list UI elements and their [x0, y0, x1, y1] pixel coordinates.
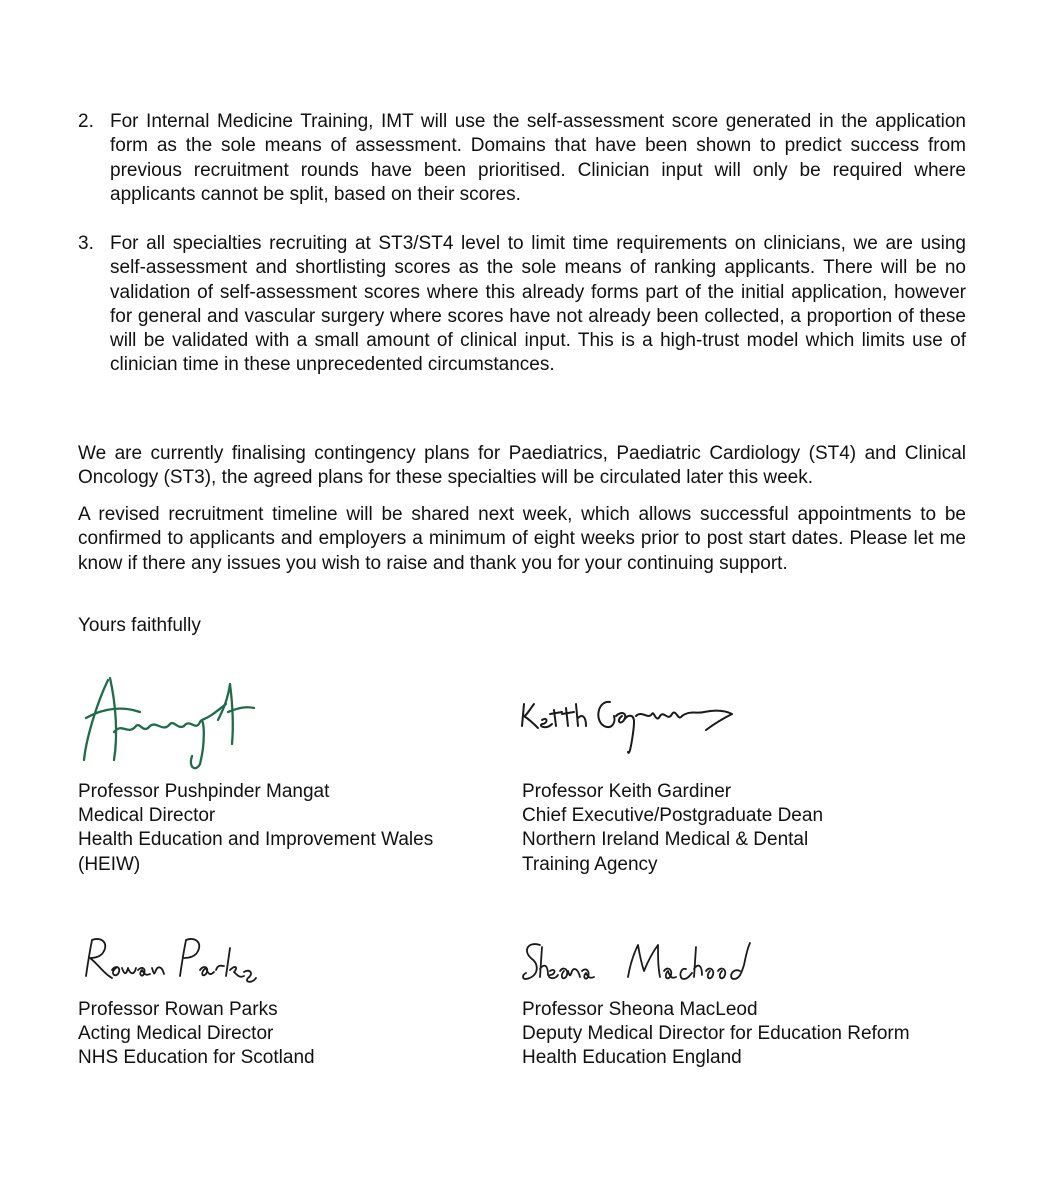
signature-mangat	[78, 660, 268, 775]
signatory-role: Deputy Medical Director for Education Reform	[522, 1023, 910, 1045]
list-number: 3.	[78, 233, 94, 254]
signatory-name: Professor Pushpinder Mangat	[78, 781, 330, 802]
closing-salutation: Yours faithfully	[78, 615, 201, 636]
signatory-role: Chief Executive/Postgraduate Dean	[522, 805, 824, 827]
list-number: 2.	[78, 111, 94, 132]
signatory-org-abbrev: (HEIW)	[78, 853, 141, 875]
list-item-2	[78, 110, 966, 207]
paragraph-contingency: We are currently finalising contingency plans for Paediatrics, Paediatric Cardiology (ST4) and Clinical Oncology (ST3), the agreed plans for these specialties will be circulated later this week.	[78, 443, 966, 489]
signature-gardiner	[518, 680, 738, 760]
signatory-parks	[78, 998, 315, 1071]
list-item-text: For Internal Medicine Training, IMT will use the self-assessment score generated in the application form as the sole means of assessment. Domains that have been shown to predict success from previous recruitment rounds have been prioritised. Clinician input will only be required where applicants cannot be split, based on their scores.	[110, 111, 966, 205]
signatory-org: NHS Education for Scotland	[78, 1047, 315, 1069]
signatory-org-cont: Training Agency	[522, 853, 658, 875]
signatory-mangat	[78, 780, 433, 877]
signatory-name: Professor Sheona MacLeod	[522, 999, 758, 1020]
signatory-name: Professor Keith Gardiner	[522, 781, 732, 802]
signatory-org: Northern Ireland Medical & Dental	[522, 829, 809, 851]
signatory-role: Acting Medical Director	[78, 1023, 274, 1045]
signature-macleod	[518, 935, 758, 990]
signatory-role: Medical Director	[78, 805, 216, 827]
list-item-3	[78, 232, 966, 378]
signature-parks	[80, 930, 260, 990]
signatory-name: Professor Rowan Parks	[78, 999, 278, 1020]
paragraph-timeline: A revised recruitment timeline will be shared next week, which allows successful appointments to be confirmed to applicants and employers a minimum of eight weeks prior to post start dates. Please let me know if there any issues you wish to raise and thank you for your continuing support.	[78, 504, 966, 574]
list-item-text: For all specialties recruiting at ST3/ST4 level to limit time requirements on clinicians, we are using self-assessment and shortlisting scores as the sole means of ranking applicants. There will be no validation of self-assessment scores where this already forms part of the initial application, however for general and vascular surgery where scores have not already been collected, a proportion of these will be validated with a small amount of clinical input. This is a high-trust model which limits use of clinician time in these unprecedented circumstances.	[110, 233, 966, 376]
signatory-gardiner	[522, 780, 823, 877]
signatory-org: Health Education England	[522, 1047, 742, 1069]
signatory-macleod	[522, 998, 910, 1071]
signatory-org: Health Education and Improvement Wales	[78, 829, 434, 851]
